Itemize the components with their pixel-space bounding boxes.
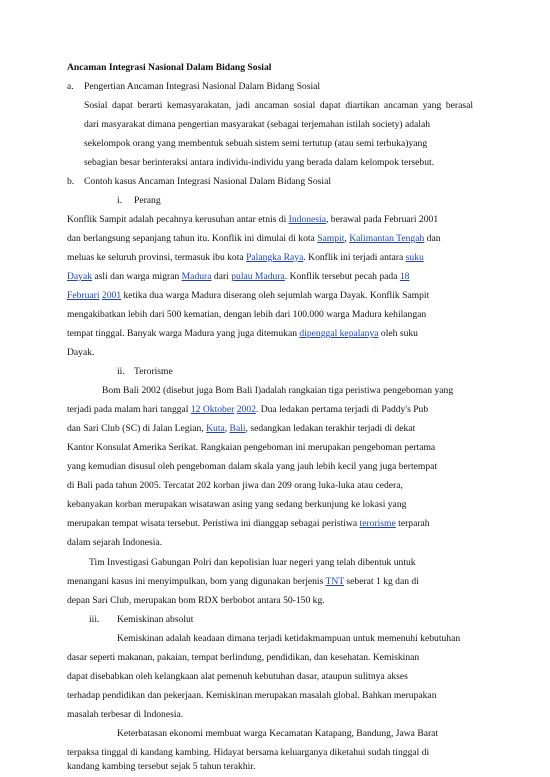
terorisme-line-3 <box>67 419 415 438</box>
subsection-iii-title: Kemiskinan absolut <box>117 614 194 625</box>
terorisme-line-5: yang kemudian disusul oleh pengeboman dalam skala yang jauh lebih kecil yang juga bertempat <box>67 461 438 472</box>
link-18[interactable]: 18 <box>399 271 410 282</box>
text: dan Sari Club (SC) di Jalan Legian, <box>67 423 207 434</box>
text: , berawal pada Februari 2001 <box>325 214 439 225</box>
link-kuta[interactable]: Kuta <box>206 423 225 434</box>
link-suku[interactable]: suku <box>405 252 424 263</box>
section-a-marker: a. <box>67 81 74 92</box>
document-title: Ancaman Integrasi Nasional Dalam Bidang Sosial <box>67 62 272 73</box>
terorisme-line-7: kebanyakan korban merupakan wisatawan asing yang sedang berkunjung ke lokasi yang <box>67 499 407 510</box>
perang-line-2 <box>67 229 441 248</box>
section-a-title: Pengertian Ancaman Integrasi Nasional Dalam Bidang Sosial <box>84 81 321 92</box>
terorisme-line-8 <box>67 514 430 533</box>
text: asli dan warga migran <box>92 271 182 282</box>
subsection-ii-marker: ii. <box>117 366 125 377</box>
section-a-line-3: sekelompok orang yang membentuk sebuah sistem semi tertutup (atau semi terbuka)yang <box>84 138 428 149</box>
perang-line-8: Dayak. <box>67 347 95 358</box>
text: . Dua ledakan pertama terjadi di Paddy's Pub <box>255 404 429 415</box>
link-madura[interactable]: Madura <box>181 271 212 282</box>
subsection-ii-title: Terorisme <box>134 366 173 377</box>
investigasi-line-3: depan Sari Club, merupakan bom RDX berbobot antara 50-150 kg. <box>67 595 325 606</box>
text: ketika dua warga Madura diserang oleh sejumlah warga Dayak. Konflik Sampit <box>121 290 430 301</box>
investigasi-line-2 <box>67 572 419 591</box>
text: oleh suku <box>378 328 418 339</box>
terorisme-line-1: Bom Bali 2002 (disebut juga Bom Bali I)adalah rangkaian tiga peristiwa pengeboman yang <box>102 385 454 396</box>
text: terjadi pada malam hari tanggal <box>67 404 191 415</box>
text: merupakan tempat wisata tersebut. Peristiwa ini dianggap sebagai peristiwa <box>67 518 360 529</box>
kemiskinan-line-1: Kemiskinan adalah keadaan dimana terjadi ketidakmampuan untuk memenuhi kebutuhan <box>117 633 461 644</box>
link-dayak[interactable]: Dayak <box>67 271 93 282</box>
link-sampit[interactable]: Sampit <box>317 233 345 244</box>
text: , <box>344 233 350 244</box>
section-b-marker: b. <box>67 176 75 187</box>
text: dan berlangsung sepanjang tahun itu. Konflik ini dimulai di kota <box>67 233 318 244</box>
kemiskinan-line-5: masalah terbesar di Indonesia. <box>67 709 184 720</box>
katapang-line-2: terpaksa tinggal di kandang kambing. Hidayat bersama keluarganya diketahui sudah tinggal di <box>67 747 430 758</box>
text: terparah <box>395 518 430 529</box>
link-dipenggal-kepalanya[interactable]: dipenggal kepalanya <box>299 328 379 339</box>
link-terorisme[interactable]: terorisme <box>359 518 396 529</box>
link-februari[interactable]: Februari <box>67 290 100 301</box>
link-pulau-madura[interactable]: pulau Madura <box>231 271 285 282</box>
investigasi-line-1: Tim Investigasi Gabungan Polri dan kepolisian luar negeri yang telah dibentuk untuk <box>89 557 416 568</box>
text: , sedangkan ledakan terakhir terjadi di dekat <box>245 423 416 434</box>
subsection-i-marker: i. <box>117 195 123 206</box>
section-a-line-4: sebagian besar berinteraksi antara individu-individu yang berada dalam kelompok tersebut. <box>84 157 435 168</box>
link-palangka-raya[interactable]: Palangka Raya <box>246 252 304 263</box>
link-2001[interactable]: 2001 <box>101 290 122 301</box>
link-tnt[interactable]: TNT <box>325 576 345 587</box>
subsection-ii-heading <box>117 362 173 381</box>
section-b-heading <box>67 172 331 191</box>
subsection-iii-heading <box>89 610 193 629</box>
link-kalimantan-tengah[interactable]: Kalimantan Tengah <box>349 233 425 244</box>
terorisme-line-2 <box>67 400 428 419</box>
perang-line-7 <box>67 324 418 343</box>
perang-line-3 <box>67 248 424 267</box>
subsection-iii-marker: iii. <box>89 614 100 625</box>
text: . Konflik tersebut pecah pada <box>284 271 400 282</box>
text: tempat tinggal. Banyak warga Madura yang juga ditemukan <box>67 328 300 339</box>
text: Konflik Sampit adalah pecahnya kerusuhan antar etnis di <box>67 214 289 225</box>
link-2002[interactable]: 2002 <box>236 404 256 415</box>
terorisme-line-4: Kantor Konsulat Amerika Serikat. Rangkaian pengeboman ini merupakan pengeboman pertama <box>67 442 436 453</box>
perang-line-6: mengakibatkan lebih dari 500 kematian, dengan lebih dari 100.000 warga Madura kehilangan <box>67 309 427 320</box>
perang-line-5 <box>67 286 429 305</box>
kemiskinan-line-4: terhadap pendidikan dan pekerjaan. Kemiskinan merupakan masalah global. Bahkan merupakan <box>67 690 437 701</box>
link-indonesia[interactable]: Indonesia <box>288 214 326 225</box>
perang-line-4 <box>67 267 409 286</box>
link-12-oktober[interactable]: 12 Oktober <box>190 404 235 415</box>
terorisme-line-9: dalam sejarah Indonesia. <box>67 537 163 548</box>
katapang-line-1: Keterbatasan ekonomi membuat warga Kecamatan Katapang, Bandung, Jawa Barat <box>117 728 439 739</box>
text: meluas ke seluruh provinsi, termasuk ibu kota <box>67 252 247 263</box>
subsection-i-heading <box>117 191 161 210</box>
text: menangani kasus ini menyimpulkan, bom yang digunakan berjenis <box>67 576 326 587</box>
text: dari <box>211 271 232 282</box>
terorisme-line-6: di Bali pada tahun 2005. Tercatat 202 korban jiwa dan 209 orang luka-luka atau cedera, <box>67 480 403 491</box>
kemiskinan-line-3: dapat disebabkan oleh kelangkaan alat pemenuh kebutuhan dasar, ataupun sulitnya akses <box>67 671 408 682</box>
section-a-line-2: dari masyarakat dimana pengertian masyarakat (sebagai terjemahan istilah society) adalah <box>84 119 431 130</box>
section-b-title: Contoh kasus Ancaman Integrasi Nasional Dalam Bidang Sosial <box>84 176 331 187</box>
katapang-line-3: kandang kambing tersebut sejak 5 tahun terakhir. <box>67 761 256 772</box>
link-bali[interactable]: Bali <box>229 423 246 434</box>
section-a-line-1: Sosial dapat berarti kemasyarakatan, jadi ancaman sosial dapat diartikan ancaman yang berasal <box>84 100 473 111</box>
text: seberat 1 kg dan di <box>344 576 419 587</box>
subsection-i-title: Perang <box>134 195 161 206</box>
text: dan <box>424 233 441 244</box>
kemiskinan-line-2: dasar seperti makanan, pakaian, tempat berlindung, pendidikan, dan kesehatan. Kemiskinan <box>67 652 420 663</box>
text: , <box>224 423 230 434</box>
text: . Konflik ini terjadi antara <box>303 252 406 263</box>
section-a-heading <box>67 77 320 96</box>
perang-line-1 <box>67 210 438 229</box>
